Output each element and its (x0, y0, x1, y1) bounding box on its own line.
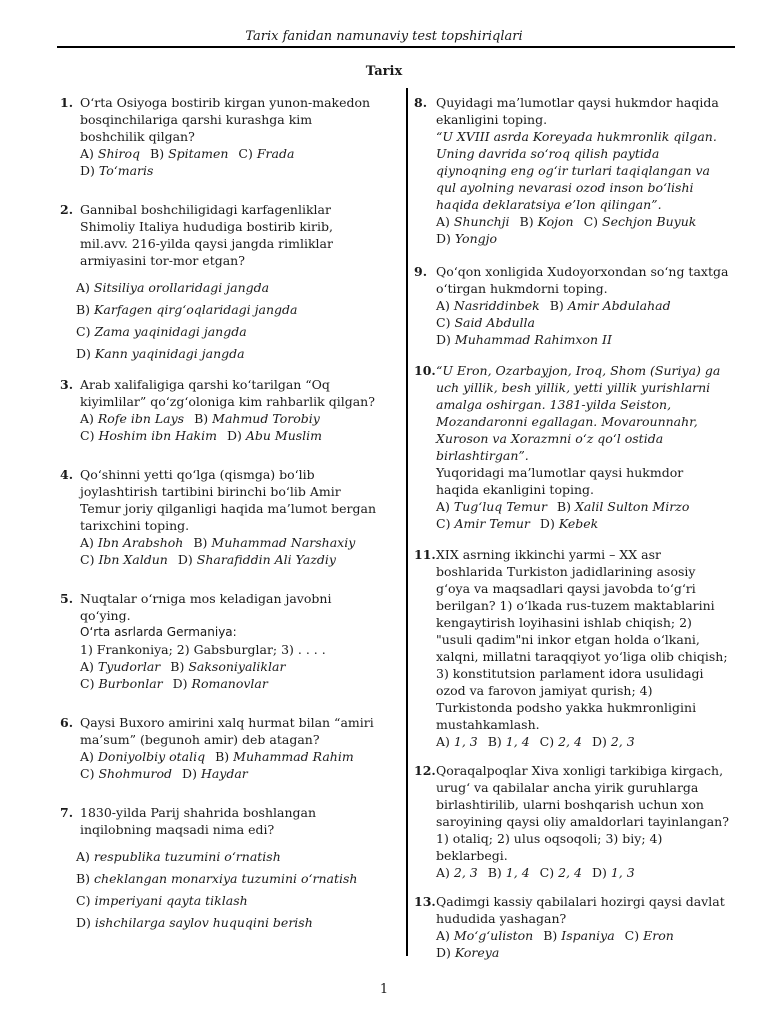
answer-options (76, 279, 376, 362)
option-text: 2, 3 (610, 734, 635, 749)
option-letter: A) (80, 659, 94, 674)
answer-row (80, 748, 376, 765)
answer-row (76, 914, 376, 931)
option-text: Shohmurod (98, 766, 173, 781)
option-letter: C) (583, 214, 599, 229)
question-items: 1) Frankoniya; 2) Gabsburglar; 3) . . . . (80, 642, 326, 657)
option-text: Yongjo (454, 231, 498, 246)
option-letter: B) (76, 302, 91, 317)
option-letter: C) (76, 893, 91, 908)
answer-option[interactable] (436, 213, 510, 230)
answer-option[interactable] (436, 230, 497, 247)
answer-option[interactable] (80, 162, 153, 179)
question-6 (60, 714, 376, 782)
option-text: Shiroq (97, 146, 141, 161)
answer-row (436, 230, 730, 247)
answer-option[interactable] (436, 944, 499, 961)
question-text: O‘rta Osiyoga bostirib kirgan yunon-makedon bosqinchilariga qarshi kurashga kim boshchilik qilgan? (80, 95, 371, 144)
question-number: 5. (60, 591, 74, 606)
answer-option[interactable] (76, 345, 376, 362)
option-letter: A) (80, 749, 94, 764)
option-text: 2, 3 (453, 865, 478, 880)
question-2 (60, 201, 376, 362)
answer-option[interactable] (540, 515, 598, 532)
answer-option[interactable] (543, 927, 614, 944)
option-letter: B) (519, 214, 534, 229)
option-text: Haydar (200, 766, 248, 781)
option-letter: B) (549, 298, 564, 313)
option-letter: A) (436, 298, 450, 313)
answer-option[interactable] (436, 515, 530, 532)
option-text: Abu Muslim (245, 428, 323, 443)
answer-row (80, 145, 376, 162)
answer-row (80, 658, 376, 675)
option-text: Nasriddinbek (453, 298, 540, 313)
option-letter: C) (76, 324, 91, 339)
option-text: 1, 3 (610, 865, 635, 880)
answer-option[interactable] (520, 213, 574, 230)
answer-option[interactable] (76, 870, 376, 887)
option-text: Saksoniyaliklar (188, 659, 286, 674)
question-quote: “U Eron, Ozarbayjon, Iroq, Shom (Suriya) ga uch yillik, besh yillik, yetti yillik yurishlarni amalga oshirgan. 1381-yilda Seiston, Mozandaronni egallagan. Movarounnahr, Xuroson va Xorazmni o‘z qo‘l ostida birlashtirgan”. (436, 363, 721, 463)
answer-option[interactable] (80, 765, 172, 782)
option-letter: D) (80, 163, 95, 178)
option-letter: C) (80, 428, 95, 443)
answer-row (436, 733, 730, 750)
option-letter: A) (80, 535, 94, 550)
answer-option[interactable] (436, 297, 540, 314)
question-number: 8. (414, 95, 428, 110)
option-letter: B) (215, 749, 230, 764)
option-text: Tyudorlar (97, 659, 161, 674)
answer-row (76, 301, 376, 318)
answer-option[interactable] (76, 301, 376, 318)
question-number: 4. (60, 467, 74, 482)
question-5 (60, 590, 376, 692)
option-letter: A) (436, 734, 450, 749)
option-text: Doniyolbiy otaliq (97, 749, 206, 764)
answer-row (80, 410, 376, 427)
question-number: 7. (60, 805, 74, 820)
option-letter: A) (76, 849, 90, 864)
option-letter: C) (80, 676, 95, 691)
answer-option[interactable] (193, 534, 355, 551)
answer-options (80, 145, 376, 179)
option-text: Mo‘g‘uliston (453, 928, 534, 943)
option-letter: D) (182, 766, 197, 781)
answer-option[interactable] (194, 410, 320, 427)
option-text: Xalil Sulton Mirzo (574, 499, 690, 514)
question-text: 1830-yilda Parij shahrida boshlangan inqilobning maqsadi nima edi? (80, 805, 317, 837)
question-number: 3. (60, 377, 74, 392)
option-text: Amir Abdulahad (567, 298, 671, 313)
answer-row (436, 213, 730, 230)
answer-option[interactable] (76, 323, 376, 340)
answer-row (436, 927, 730, 944)
option-letter: D) (172, 676, 188, 691)
option-letter: D) (76, 346, 91, 361)
question-text: Qoraqalpoqlar Xiva xonligi tarkibiga kirgach, urug‘ va qabilalar ancha yirik guruhlarga birlashtirilib, ularni boshqarish uchun xon saroyining qaysi oliy amaldorlari tayinlangan? 1) otaliq; 2) ulus oqsoqoli; 3) biy; 4) beklarbegi. (436, 763, 729, 863)
question-text: Quyidagi ma’lumotlar qaysi hukmdor haqida ekanligini toping. (436, 95, 719, 127)
question-quote: “U XVIII asrda Koreyada hukmronlik qilgan. Uning davrida so‘roq qilish paytida qiynoqning eng og‘ir turlari taqiqlangan va qul ayolning nevarasi ozod inson bo‘lishi haqida deklaratsiya e’lon qilingan”. (436, 129, 717, 212)
question-3 (60, 376, 376, 444)
question-number: 2. (60, 202, 74, 217)
option-text: Zama yaqinidagi jangda (94, 324, 247, 339)
option-letter: B) (76, 871, 91, 886)
answer-options (80, 748, 376, 782)
question-text: Gannibal boshchiligidagi karfagenliklar Shimoliy Italiya hududiga bostirib kirib, mil.avv. 216-yilda qaysi jangda rimliklar armiyasini tor-mor etgan? (80, 202, 333, 268)
answer-option[interactable] (592, 864, 635, 881)
option-text: Burbonlar (98, 676, 163, 691)
option-text: Frada (256, 146, 295, 161)
right-column (414, 94, 730, 973)
option-letter: C) (238, 146, 253, 161)
question-1 (60, 94, 376, 179)
option-text: To‘maris (98, 163, 154, 178)
answer-row (76, 279, 376, 296)
option-text: Shunchji (453, 214, 510, 229)
answer-options (80, 658, 376, 692)
option-letter: A) (436, 214, 450, 229)
answer-options (80, 534, 376, 568)
answer-row (436, 515, 730, 532)
answer-row (80, 675, 376, 692)
answer-option[interactable] (80, 658, 160, 675)
column-divider (406, 88, 408, 956)
option-letter: C) (436, 315, 451, 330)
answer-options (436, 927, 730, 961)
question-number: 1. (60, 95, 74, 110)
option-text: Tug‘luq Temur (453, 499, 547, 514)
answer-row (76, 892, 376, 909)
option-text: Romanovlar (191, 676, 268, 691)
option-letter: B) (170, 659, 185, 674)
answer-option[interactable] (178, 551, 336, 568)
answer-option[interactable] (557, 498, 689, 515)
answer-option[interactable] (80, 427, 217, 444)
answer-row (436, 498, 730, 515)
page-header: Tarix fanidan namunaviy test topshiriqlari (245, 29, 523, 44)
answer-option[interactable] (540, 864, 582, 881)
option-letter: D) (436, 945, 451, 960)
option-letter: D) (436, 332, 451, 347)
option-text: Amir Temur (454, 516, 530, 531)
option-text: Kebek (558, 516, 599, 531)
option-letter: C) (539, 865, 555, 880)
answer-option[interactable] (76, 892, 376, 909)
answer-option[interactable] (488, 733, 530, 750)
option-text: 1, 4 (505, 734, 530, 749)
option-letter: D) (591, 865, 607, 880)
answer-row (80, 534, 376, 551)
option-text: Rofe ibn Lays (97, 411, 185, 426)
answer-option[interactable] (170, 658, 285, 675)
answer-options (76, 848, 376, 931)
option-letter: C) (80, 552, 95, 567)
option-letter: D) (177, 552, 193, 567)
subject-title: Tarix (365, 64, 403, 79)
option-letter: C) (539, 734, 555, 749)
answer-option[interactable] (80, 551, 168, 568)
option-text: Karfagen qirg‘oqlaridagi jangda (94, 302, 298, 317)
answer-row (76, 323, 376, 340)
answer-options (436, 733, 730, 750)
option-text: Sharafiddin Ali Yazdiy (196, 552, 336, 567)
option-text: Kojon (537, 214, 574, 229)
option-letter: B) (543, 928, 558, 943)
option-letter: A) (76, 280, 90, 295)
question-13 (414, 893, 730, 961)
answer-row (436, 297, 730, 314)
answer-option[interactable] (592, 733, 635, 750)
header-rule (57, 46, 735, 48)
question-text: Nuqtalar o‘rniga mos keladigan javobni qo‘ying. (80, 591, 332, 623)
answer-row (80, 427, 376, 444)
option-letter: B) (487, 865, 502, 880)
question-number: 12. (414, 763, 436, 778)
answer-option[interactable] (80, 534, 183, 551)
answer-row (436, 944, 730, 961)
question-8 (414, 94, 730, 247)
answer-option[interactable] (227, 427, 322, 444)
option-text: 1, 3 (453, 734, 478, 749)
answer-option[interactable] (150, 145, 228, 162)
answer-option[interactable] (76, 279, 376, 296)
question-text: Qaysi Buxoro amirini xalq hurmat bilan “amiri ma’sum” (begunoh amir) deb atagan? (80, 715, 374, 747)
option-text: imperiyani qayta tiklash (94, 893, 248, 908)
question-text: Qo‘shinni yetti qo‘lga (qismga) bo‘lib joylashtirish tartibini birinchi bo‘lib Amir Temur joriy qilganligi haqida ma’lumot bergan tarixchini toping. (80, 467, 377, 533)
option-letter: B) (556, 499, 571, 514)
answer-option[interactable] (488, 864, 530, 881)
question-number: 6. (60, 715, 74, 730)
option-letter: D) (539, 516, 555, 531)
answer-option[interactable] (182, 765, 248, 782)
option-letter: D) (226, 428, 242, 443)
answer-option[interactable] (215, 748, 354, 765)
answer-row (436, 314, 730, 331)
answer-option[interactable] (80, 410, 184, 427)
option-text: respublika tuzumini o‘rnatish (93, 849, 281, 864)
option-text: Muhammad Narshaxiy (211, 535, 356, 550)
question-number: 11. (414, 547, 436, 562)
option-letter: A) (436, 499, 450, 514)
question-number: 9. (414, 264, 428, 279)
answer-row (436, 864, 730, 881)
answer-option[interactable] (550, 297, 671, 314)
answer-option[interactable] (76, 914, 376, 931)
option-letter: A) (436, 928, 450, 943)
option-text: 2, 4 (558, 865, 582, 880)
option-letter: C) (436, 516, 451, 531)
question-text: Qo‘qon xonligida Xudoyorxondan so‘ng taxtga o‘tirgan hukmdorni toping. (436, 264, 729, 296)
answer-option[interactable] (80, 145, 140, 162)
answer-options (436, 213, 730, 247)
option-text: Mahmud Torobiy (212, 411, 320, 426)
option-letter: B) (193, 535, 208, 550)
option-text: 2, 4 (558, 734, 582, 749)
option-text: Sechjon Buyuk (602, 214, 697, 229)
option-text: Ibn Xaldun (98, 552, 168, 567)
answer-option[interactable] (584, 213, 697, 230)
answer-options (436, 297, 730, 348)
option-letter: D) (591, 734, 607, 749)
option-text: Sitsiliya orollaridagi jangda (93, 280, 270, 295)
answer-option[interactable] (76, 848, 376, 865)
answer-option[interactable] (625, 927, 674, 944)
option-text: Hoshim ibn Hakim (98, 428, 217, 443)
answer-options (80, 410, 376, 444)
option-text: Koreya (454, 945, 500, 960)
question-11 (414, 546, 730, 750)
question-number: 10. (414, 363, 436, 378)
option-text: Spitamen (168, 146, 229, 161)
option-text: 1, 4 (505, 865, 530, 880)
option-text: Said Abdulla (454, 315, 535, 330)
option-letter: C) (80, 766, 95, 781)
answer-option[interactable] (436, 498, 547, 515)
answer-row (80, 765, 376, 782)
option-text: Ibn Arabshoh (97, 535, 184, 550)
question-10 (414, 362, 730, 532)
answer-option[interactable] (436, 331, 612, 348)
question-4 (60, 466, 376, 568)
option-text: Eron (643, 928, 674, 943)
answer-option[interactable] (80, 675, 163, 692)
option-letter: A) (436, 865, 450, 880)
question-number: 13. (414, 894, 436, 909)
question-text: Qadimgi kassiy qabilalari hozirgi qaysi davlat hududida yashagan? (436, 894, 725, 926)
option-letter: D) (76, 915, 91, 930)
option-letter: A) (80, 146, 94, 161)
answer-option[interactable] (436, 314, 535, 331)
answer-option[interactable] (436, 733, 478, 750)
question-12 (414, 762, 730, 881)
question-subheading: O‘rta asrlarda Germaniya: (80, 625, 237, 639)
answer-option[interactable] (436, 864, 478, 881)
question-7 (60, 804, 376, 931)
question-text: Yuqoridagi ma’lumotlar qaysi hukmdor haqida ekanligini toping. (436, 465, 684, 497)
option-text: Muhammad Rahimxon II (454, 332, 612, 347)
answer-option[interactable] (238, 145, 294, 162)
answer-row (76, 870, 376, 887)
option-letter: B) (150, 146, 165, 161)
answer-row (80, 162, 376, 179)
answer-option[interactable] (540, 733, 582, 750)
option-text: Muhammad Rahim (233, 749, 354, 764)
answer-option[interactable] (436, 927, 533, 944)
answer-row (76, 345, 376, 362)
answer-option[interactable] (80, 748, 205, 765)
option-text: ishchilarga saylov huquqini berish (94, 915, 313, 930)
answer-row (76, 848, 376, 865)
answer-row (436, 331, 730, 348)
question-text: Arab xalifaligiga qarshi ko‘tarilgan “Oq kiyimlilar” qo‘zg‘oloniga kim rahbarlik qilgan? (80, 377, 375, 409)
question-text: XIX asrning ikkinchi yarmi – XX asr boshlarida Turkiston jadidlarining asosiy g‘oya va maqsadlari qaysi javobda to‘g‘ri berilgan? 1) o‘lkada rus-tuzem maktablarini kengaytirish loyihasini ishlab chiqish; 2) "usuli qadim"ni inkor etgan holda o‘lkani, xalqni, millatni taraqqiyot yo‘liga olib chiqish; 3) konstitutsion parlament idora usulidagi ozod va farovon jamiyat qurish; 4) Turkistonda podsho yakka hukmronligini mustahkamlash. (436, 547, 728, 732)
left-column (60, 94, 376, 953)
option-letter: D) (436, 231, 451, 246)
answer-option[interactable] (173, 675, 268, 692)
question-9 (414, 263, 730, 348)
answer-options (436, 498, 730, 532)
option-letter: C) (624, 928, 640, 943)
option-text: Ispaniya (561, 928, 615, 943)
option-text: cheklangan monarxiya tuzumini o‘rnatish (94, 871, 358, 886)
option-letter: B) (194, 411, 209, 426)
option-letter: B) (487, 734, 502, 749)
answer-row (80, 551, 376, 568)
answer-options (436, 864, 730, 881)
page-number: 1 (379, 982, 389, 997)
option-text: Kann yaqinidagi jangda (94, 346, 245, 361)
option-letter: A) (80, 411, 94, 426)
